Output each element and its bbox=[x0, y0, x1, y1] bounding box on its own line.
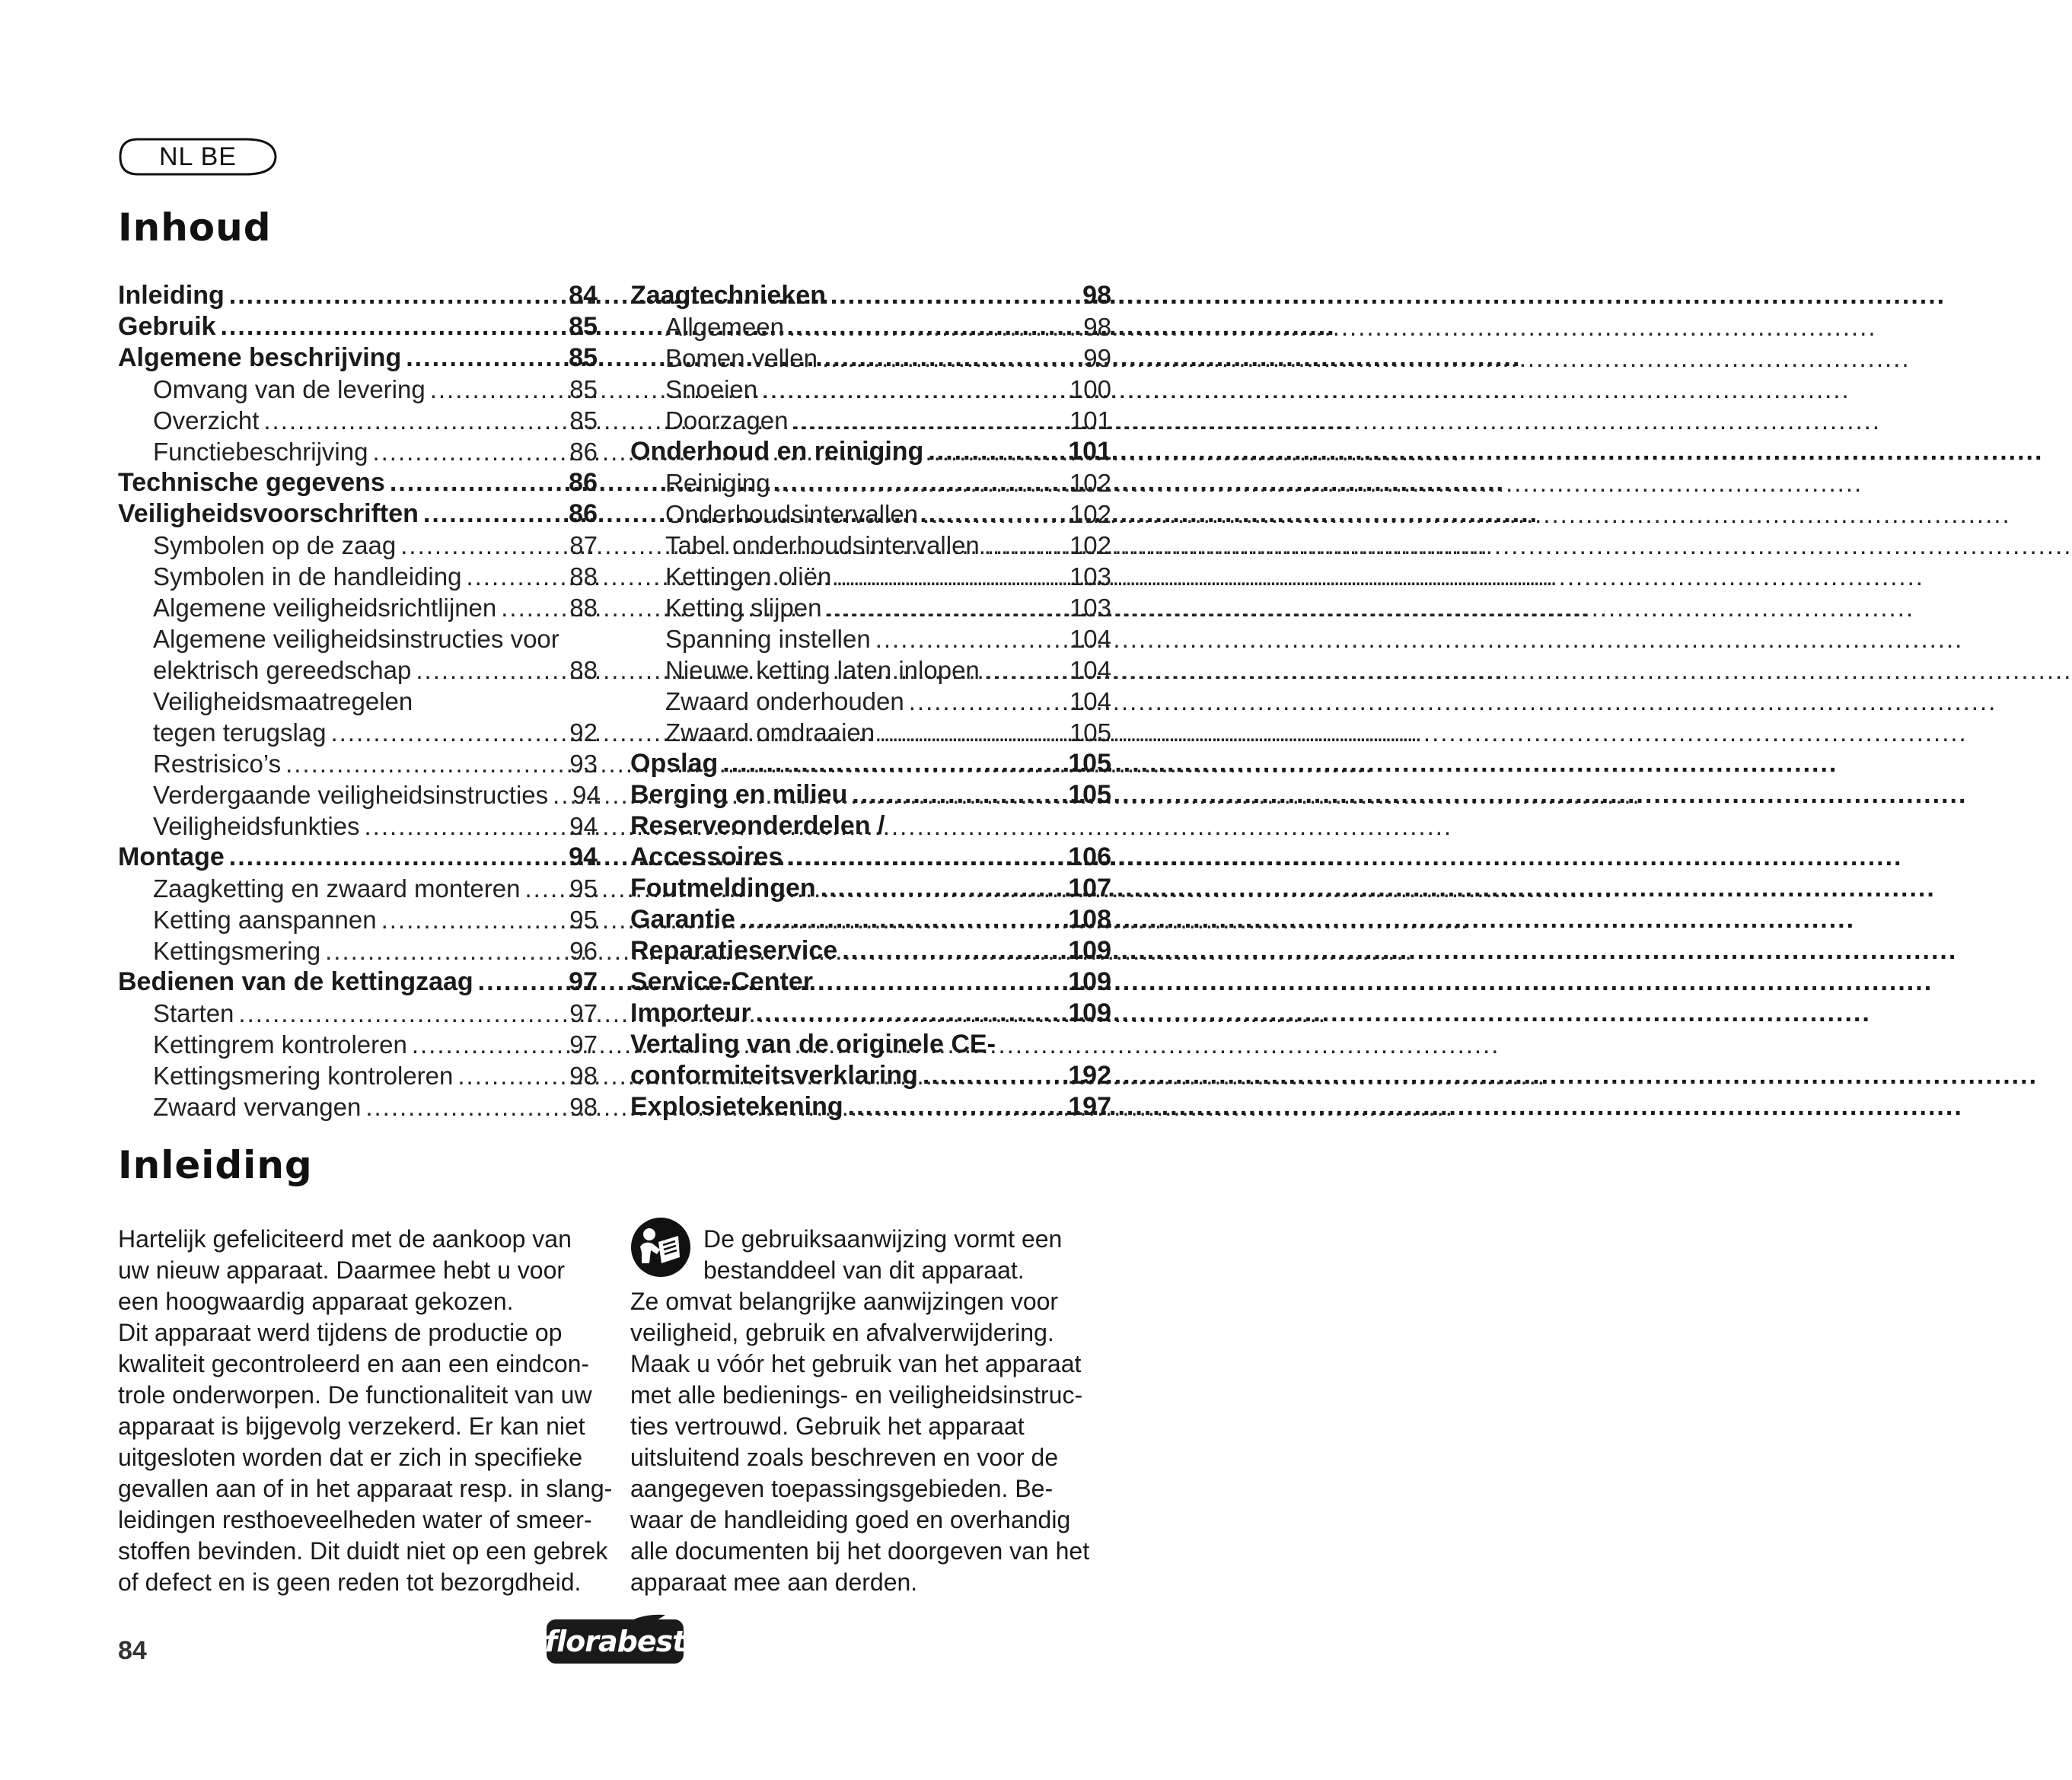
toc-entry-page: 94 bbox=[569, 842, 598, 871]
toc-entry bbox=[630, 498, 1111, 530]
toc-entry bbox=[630, 592, 1111, 623]
text-line: kwaliteit gecontroleerd en aan een eindcon- bbox=[118, 1350, 590, 1377]
toc-entry bbox=[630, 530, 1111, 561]
toc-leader-dots bbox=[390, 467, 564, 498]
toc-entry-label: Algemene beschrijving bbox=[118, 343, 402, 372]
toc-entry-page: 93 bbox=[569, 750, 598, 778]
toc-entry bbox=[630, 405, 1111, 436]
toc-leader-dots bbox=[984, 530, 1065, 561]
toc-leader-dots bbox=[818, 966, 1063, 998]
toc-entry-page: 104 bbox=[1069, 687, 1111, 715]
text-line: leidingen resthoeveelheden water of smeer- bbox=[118, 1506, 592, 1533]
toc-entry-label: Symbolen in de handleiding bbox=[153, 562, 462, 591]
toc-entry bbox=[118, 311, 598, 342]
toc-entry-label: tegen terugslag bbox=[153, 718, 327, 747]
toc-entry-label: Zaagketting en zwaard monteren bbox=[153, 874, 521, 903]
text-line: gevallen aan of in het apparaat resp. in slang- bbox=[118, 1475, 613, 1502]
toc-leader-dots bbox=[821, 873, 1064, 904]
toc-leader-dots bbox=[789, 311, 1079, 342]
toc-entry bbox=[118, 1091, 598, 1122]
toc-entry-label: Functiebeschrijving bbox=[153, 438, 368, 466]
toc-entry bbox=[118, 779, 601, 810]
toc-leader-dots bbox=[372, 436, 565, 467]
text-line: uw nieuw apparaat. Daarmee hebt u voor bbox=[118, 1256, 566, 1284]
toc-entry-label: Importeur bbox=[630, 998, 751, 1027]
toc-entry-label: Nieuwe ketting laten inlopen bbox=[665, 656, 980, 684]
toc-leader-dots bbox=[553, 779, 568, 810]
toc-entry-label: Algemene veiligheidsinstructies voor bbox=[153, 625, 559, 653]
toc-leader-dots bbox=[406, 342, 564, 374]
toc-entry-label: Omvang van de levering bbox=[153, 375, 426, 403]
toc-leader-dots bbox=[229, 842, 564, 873]
text-line: Dit apparaat werd tijdens de productie op bbox=[118, 1319, 563, 1346]
toc-entry-page: 106 bbox=[1068, 842, 1111, 871]
toc-entry-label: Kettingrem kontroleren bbox=[153, 1030, 407, 1059]
toc-entry-page: 109 bbox=[1068, 998, 1111, 1027]
toc-leader-dots bbox=[830, 280, 1078, 311]
text-line: een hoogwaardig apparaat gekozen. bbox=[118, 1288, 514, 1315]
toc-entry bbox=[118, 405, 598, 436]
toc-entry bbox=[630, 1060, 1111, 1091]
toc-entry bbox=[118, 280, 598, 311]
toc-entry bbox=[118, 686, 598, 717]
toc-entry-label: Explosietekening bbox=[630, 1092, 843, 1121]
toc-leader-dots bbox=[762, 374, 1065, 405]
toc-entry bbox=[630, 873, 1111, 904]
toc-entry bbox=[118, 561, 598, 592]
text-line: veiligheid, gebruik en afvalverwijdering. bbox=[630, 1319, 1054, 1346]
toc-leader-dots bbox=[909, 686, 1065, 717]
toc-entry-label: Onderhoud en reiniging bbox=[630, 437, 924, 466]
toc-entry-label: Algemene veiligheidsrichtlijnen bbox=[153, 594, 497, 622]
toc-entry-page: 101 bbox=[1069, 406, 1111, 435]
text-line: met alle bedienings- en veiligheidsinstruc- bbox=[630, 1381, 1083, 1409]
toc-leader-dots bbox=[756, 998, 1064, 1029]
toc-entry-label: Montage bbox=[118, 842, 225, 871]
toc-entry-label: Ketting slijpen bbox=[665, 594, 822, 622]
toc-entry bbox=[118, 530, 598, 561]
toc-entry-label: Allgemeen bbox=[665, 313, 784, 341]
toc-leader-dots bbox=[842, 935, 1063, 966]
toc-left-column bbox=[118, 280, 601, 1122]
toc-entry bbox=[118, 654, 598, 686]
text-line: Maak u vóór het gebruik van het apparaat bbox=[630, 1350, 1082, 1377]
toc-entry-page: 105 bbox=[1069, 718, 1111, 747]
text-line: De gebruiksaanwijzing vormt een bbox=[703, 1225, 1063, 1253]
toc-entry bbox=[118, 810, 598, 842]
toc-entry-label: Spanning instellen bbox=[665, 625, 871, 653]
text-line: ties vertrouwd. Gebruik het apparaat bbox=[630, 1412, 1025, 1440]
toc-entry bbox=[630, 561, 1111, 592]
toc-entry-page: 98 bbox=[569, 1062, 598, 1090]
toc-leader-dots bbox=[331, 717, 566, 748]
toc-entry-label: Overzicht bbox=[153, 406, 260, 435]
toc-entry-label: Zwaard vervangen bbox=[153, 1093, 362, 1121]
toc-entry-page: 99 bbox=[1083, 344, 1111, 372]
intro-right-paragraph bbox=[630, 1224, 1111, 1598]
toc-entry-label: Technische gegevens bbox=[118, 468, 385, 497]
toc-entry bbox=[118, 904, 598, 935]
toc-entry-label: Reparatieservice bbox=[630, 936, 838, 965]
toc-entry bbox=[630, 280, 1111, 311]
toc-entry-label: Doorzagen bbox=[665, 406, 789, 435]
toc-entry bbox=[630, 342, 1111, 374]
toc-leader-dots bbox=[238, 998, 565, 1029]
text-line: waar de handleiding goed en overhandig bbox=[630, 1506, 1071, 1533]
toc-leader-dots bbox=[263, 405, 565, 436]
toc-leader-dots bbox=[852, 779, 1063, 810]
toc-leader-dots bbox=[740, 904, 1063, 935]
toc-entry bbox=[118, 748, 598, 779]
toc-entry-page: 92 bbox=[569, 718, 598, 747]
text-line: alle documenten bij het doorgeven van het bbox=[630, 1537, 1090, 1565]
toc-entry-label: Bedienen van de kettingzaag bbox=[118, 967, 473, 996]
intro-title: Inleiding bbox=[118, 1143, 313, 1187]
toc-entry bbox=[630, 436, 1111, 467]
toc-leader-dots bbox=[722, 748, 1063, 779]
toc-entry bbox=[118, 592, 598, 623]
text-line: trole onderworpen. De functionaliteit van uw bbox=[118, 1381, 592, 1409]
toc-entry bbox=[118, 374, 598, 405]
toc-entry bbox=[630, 1029, 1111, 1060]
toc-leader-dots bbox=[229, 280, 564, 311]
florabest-logo bbox=[544, 1612, 688, 1670]
toc-entry-label: Garantie bbox=[630, 905, 735, 934]
toc-leader-dots bbox=[325, 935, 565, 966]
toc-leader-dots bbox=[220, 311, 564, 342]
text-line: aangegeven toepassingsgebieden. Be- bbox=[630, 1475, 1054, 1502]
toc-entry-page: 108 bbox=[1068, 905, 1111, 934]
toc-entry bbox=[630, 810, 1111, 842]
toc-leader-dots bbox=[457, 1060, 565, 1091]
toc-entry-page: 85 bbox=[569, 312, 598, 341]
toc-entry-page: 88 bbox=[569, 656, 598, 684]
toc-entry-page: 98 bbox=[1083, 313, 1111, 341]
toc-entry bbox=[118, 966, 598, 998]
toc-entry-page: 84 bbox=[569, 281, 598, 310]
toc-leader-dots bbox=[365, 810, 566, 842]
toc-entry-page: 86 bbox=[569, 438, 598, 466]
text-line: of defect en is geen reden tot bezorgdheid. bbox=[118, 1568, 582, 1596]
logo-text: florabest bbox=[544, 1625, 686, 1658]
toc-entry-label: Service-Center bbox=[630, 967, 814, 996]
toc-entry-page: 107 bbox=[1068, 874, 1111, 903]
toc-right-column bbox=[630, 280, 1111, 1122]
toc-entry-label: Inleiding bbox=[118, 281, 225, 310]
toc-entry bbox=[118, 1060, 598, 1091]
text-line: apparaat is bijgevolg verzekerd. Er kan niet bbox=[118, 1412, 585, 1440]
toc-leader-dots bbox=[466, 561, 565, 592]
toc-leader-dots bbox=[775, 467, 1065, 498]
toc-leader-dots bbox=[848, 1091, 1064, 1122]
toc-entry-page: 85 bbox=[569, 375, 598, 403]
text-line: apparaat mee aan derden. bbox=[630, 1568, 918, 1596]
toc-leader-dots bbox=[875, 623, 1065, 654]
toc-entry bbox=[630, 717, 1111, 748]
toc-entry-page: 98 bbox=[569, 1093, 598, 1121]
toc-leader-dots bbox=[416, 654, 565, 686]
toc-leader-dots bbox=[501, 592, 565, 623]
toc-leader-dots bbox=[478, 966, 565, 998]
toc-entry-page: 109 bbox=[1068, 936, 1111, 965]
toc-entry-label: Berging en milieu bbox=[630, 780, 848, 809]
toc-leader-dots bbox=[381, 904, 566, 935]
toc-entry bbox=[118, 935, 598, 966]
toc-entry-label: Accessoires bbox=[630, 842, 783, 871]
toc-entry bbox=[118, 717, 598, 748]
toc-entry-page: 103 bbox=[1069, 562, 1111, 591]
toc-leader-dots bbox=[400, 530, 565, 561]
toc-entry bbox=[118, 467, 598, 498]
toc-entry-page: 88 bbox=[569, 562, 598, 591]
toc-entry-label: Kettingsmering kontroleren bbox=[153, 1062, 454, 1090]
toc-entry-page: 192 bbox=[1068, 1061, 1111, 1090]
toc-leader-dots bbox=[285, 748, 565, 779]
toc-entry-label: Onderhoudsintervallen bbox=[665, 500, 919, 528]
toc-leader-dots bbox=[412, 1029, 565, 1060]
toc-entry-page: 88 bbox=[569, 594, 598, 622]
toc-entry-page: 85 bbox=[569, 406, 598, 435]
toc-entry-page: 96 bbox=[569, 937, 598, 965]
toc-entry-page: 197 bbox=[1068, 1092, 1111, 1121]
toc-entry-label: Kettingen oliën bbox=[665, 562, 832, 591]
toc-leader-dots bbox=[826, 592, 1064, 623]
toc-leader-dots bbox=[430, 374, 566, 405]
toc-entry bbox=[630, 935, 1111, 966]
toc-entry-label: Ketting aanspannen bbox=[153, 906, 377, 934]
toc-leader-dots bbox=[787, 842, 1063, 873]
toc-entry-page: 104 bbox=[1069, 625, 1111, 653]
toc-entry bbox=[118, 623, 598, 654]
toc-entry-label: Kettingsmering bbox=[153, 937, 321, 965]
toc-entry-label: Tabel onderhoudsintervallen bbox=[665, 531, 980, 559]
toc-entry-label: Zwaard omdraaien bbox=[665, 718, 875, 747]
toc-entry-label: Restrisico’s bbox=[153, 750, 282, 778]
toc-leader-dots bbox=[524, 873, 565, 904]
toc-leader-dots bbox=[822, 342, 1079, 374]
toc-entry-page: 86 bbox=[569, 499, 598, 528]
toc-entry-label: Starten bbox=[153, 999, 234, 1027]
toc-entry-page: 109 bbox=[1068, 967, 1111, 996]
toc-entry bbox=[630, 467, 1111, 498]
toc-entry-page: 97 bbox=[569, 967, 598, 996]
toc-entry bbox=[630, 779, 1111, 810]
toc-entry bbox=[630, 1091, 1111, 1122]
toc-entry-page: 95 bbox=[569, 874, 598, 903]
toc-entry-page: 87 bbox=[569, 531, 598, 559]
toc-entry bbox=[118, 436, 598, 467]
toc-entry-label: Gebruik bbox=[118, 312, 216, 341]
toc-entry-label: conformiteitsverklaring bbox=[630, 1061, 918, 1090]
toc-entry-page: 101 bbox=[1068, 437, 1111, 466]
toc-entry-label: Snoeien bbox=[665, 375, 758, 403]
toc-title: Inhoud bbox=[118, 205, 272, 250]
toc-entry bbox=[630, 374, 1111, 405]
toc-entry-label: Bomen vellen bbox=[665, 344, 818, 372]
text-line: Hartelijk gefeliciteerd met de aankoop van bbox=[118, 1225, 572, 1253]
toc-entry bbox=[118, 1029, 598, 1060]
toc-entry-page: 98 bbox=[1082, 281, 1111, 310]
toc-entry bbox=[630, 904, 1111, 935]
toc-entry-page: 97 bbox=[569, 1030, 598, 1059]
toc-entry-label: Symbolen op de zaag bbox=[153, 531, 397, 559]
toc-leader-dots bbox=[792, 405, 1064, 436]
text-line: Ze omvat belangrijke aanwijzingen voor bbox=[630, 1288, 1059, 1315]
country-badge-label: NL BE bbox=[158, 142, 237, 171]
toc-leader-dots bbox=[923, 498, 1065, 530]
toc-entry-page: 86 bbox=[569, 468, 598, 497]
toc-leader-dots bbox=[879, 717, 1065, 748]
toc-entry-page: 97 bbox=[569, 999, 598, 1027]
toc-entry bbox=[118, 342, 598, 374]
toc-entry-page: 103 bbox=[1069, 594, 1111, 622]
toc-entry bbox=[118, 842, 598, 873]
toc-entry-label: Veiligheidsfunkties bbox=[153, 812, 360, 840]
toc-entry-page: 102 bbox=[1069, 469, 1111, 497]
toc-entry-page: 102 bbox=[1069, 500, 1111, 528]
intro-left-paragraph bbox=[118, 1224, 613, 1598]
toc-entry bbox=[630, 966, 1111, 998]
toc-entry bbox=[630, 623, 1111, 654]
text-line: uitgesloten worden dat er zich in specifieke bbox=[118, 1444, 583, 1471]
toc-entry-label: Vertaling van de originele CE- bbox=[630, 1030, 996, 1059]
toc-entry-page: 102 bbox=[1069, 531, 1111, 559]
toc-entry-label: Verdergaande veiligheidsinstructies bbox=[153, 781, 549, 809]
toc-entry-page: 105 bbox=[1068, 780, 1111, 809]
toc-entry-label: elektrisch gereedschap bbox=[153, 656, 412, 684]
toc-entry-label: Zaagtechnieken bbox=[630, 281, 826, 310]
toc-leader-dots bbox=[923, 1060, 1063, 1091]
text-line: stoffen bevinden. Dit duidt niet op een gebrek bbox=[118, 1537, 608, 1565]
page-number: 84 bbox=[118, 1636, 147, 1665]
text-line: bestanddeel van dit apparaat. bbox=[703, 1256, 1025, 1284]
toc-entry-label: Veiligheidsvoorschriften bbox=[118, 499, 419, 528]
toc-entry-label: Veiligheidsmaatregelen bbox=[153, 687, 413, 715]
toc-entry-page: 94 bbox=[572, 781, 601, 809]
toc-entry-page: 95 bbox=[569, 906, 598, 934]
toc-entry bbox=[630, 686, 1111, 717]
toc-entry-label: Opslag bbox=[630, 749, 719, 778]
toc-entry-label: Foutmeldingen bbox=[630, 874, 816, 903]
toc-entry bbox=[630, 311, 1111, 342]
toc-entry bbox=[630, 748, 1111, 779]
toc-entry-label: Zwaard onderhouden bbox=[665, 687, 904, 715]
country-badge bbox=[118, 137, 278, 177]
toc-entry-page: 104 bbox=[1069, 656, 1111, 684]
logo-box bbox=[544, 1619, 686, 1664]
toc-leader-dots bbox=[836, 561, 1065, 592]
toc-entry-page: 94 bbox=[569, 812, 598, 840]
toc-entry bbox=[118, 998, 598, 1029]
toc-entry-label: Reiniging bbox=[665, 469, 770, 497]
toc-entry bbox=[630, 842, 1111, 873]
text-line: uitsluitend zoals beschreven en voor de bbox=[630, 1444, 1059, 1471]
toc-leader-dots bbox=[984, 654, 1065, 686]
toc-entry bbox=[118, 498, 598, 530]
toc-entry-page: 100 bbox=[1069, 375, 1111, 403]
toc-leader-dots bbox=[365, 1091, 565, 1122]
toc-leader-dots bbox=[423, 498, 564, 530]
toc-entry bbox=[630, 654, 1111, 686]
toc-entry-page: 105 bbox=[1068, 749, 1111, 778]
toc-entry-page: 85 bbox=[569, 343, 598, 372]
toc-entry bbox=[118, 873, 598, 904]
toc-leader-dots bbox=[928, 436, 1063, 467]
toc-entry-label: Reserveonderdelen / bbox=[630, 811, 885, 840]
toc-entry bbox=[630, 998, 1111, 1029]
